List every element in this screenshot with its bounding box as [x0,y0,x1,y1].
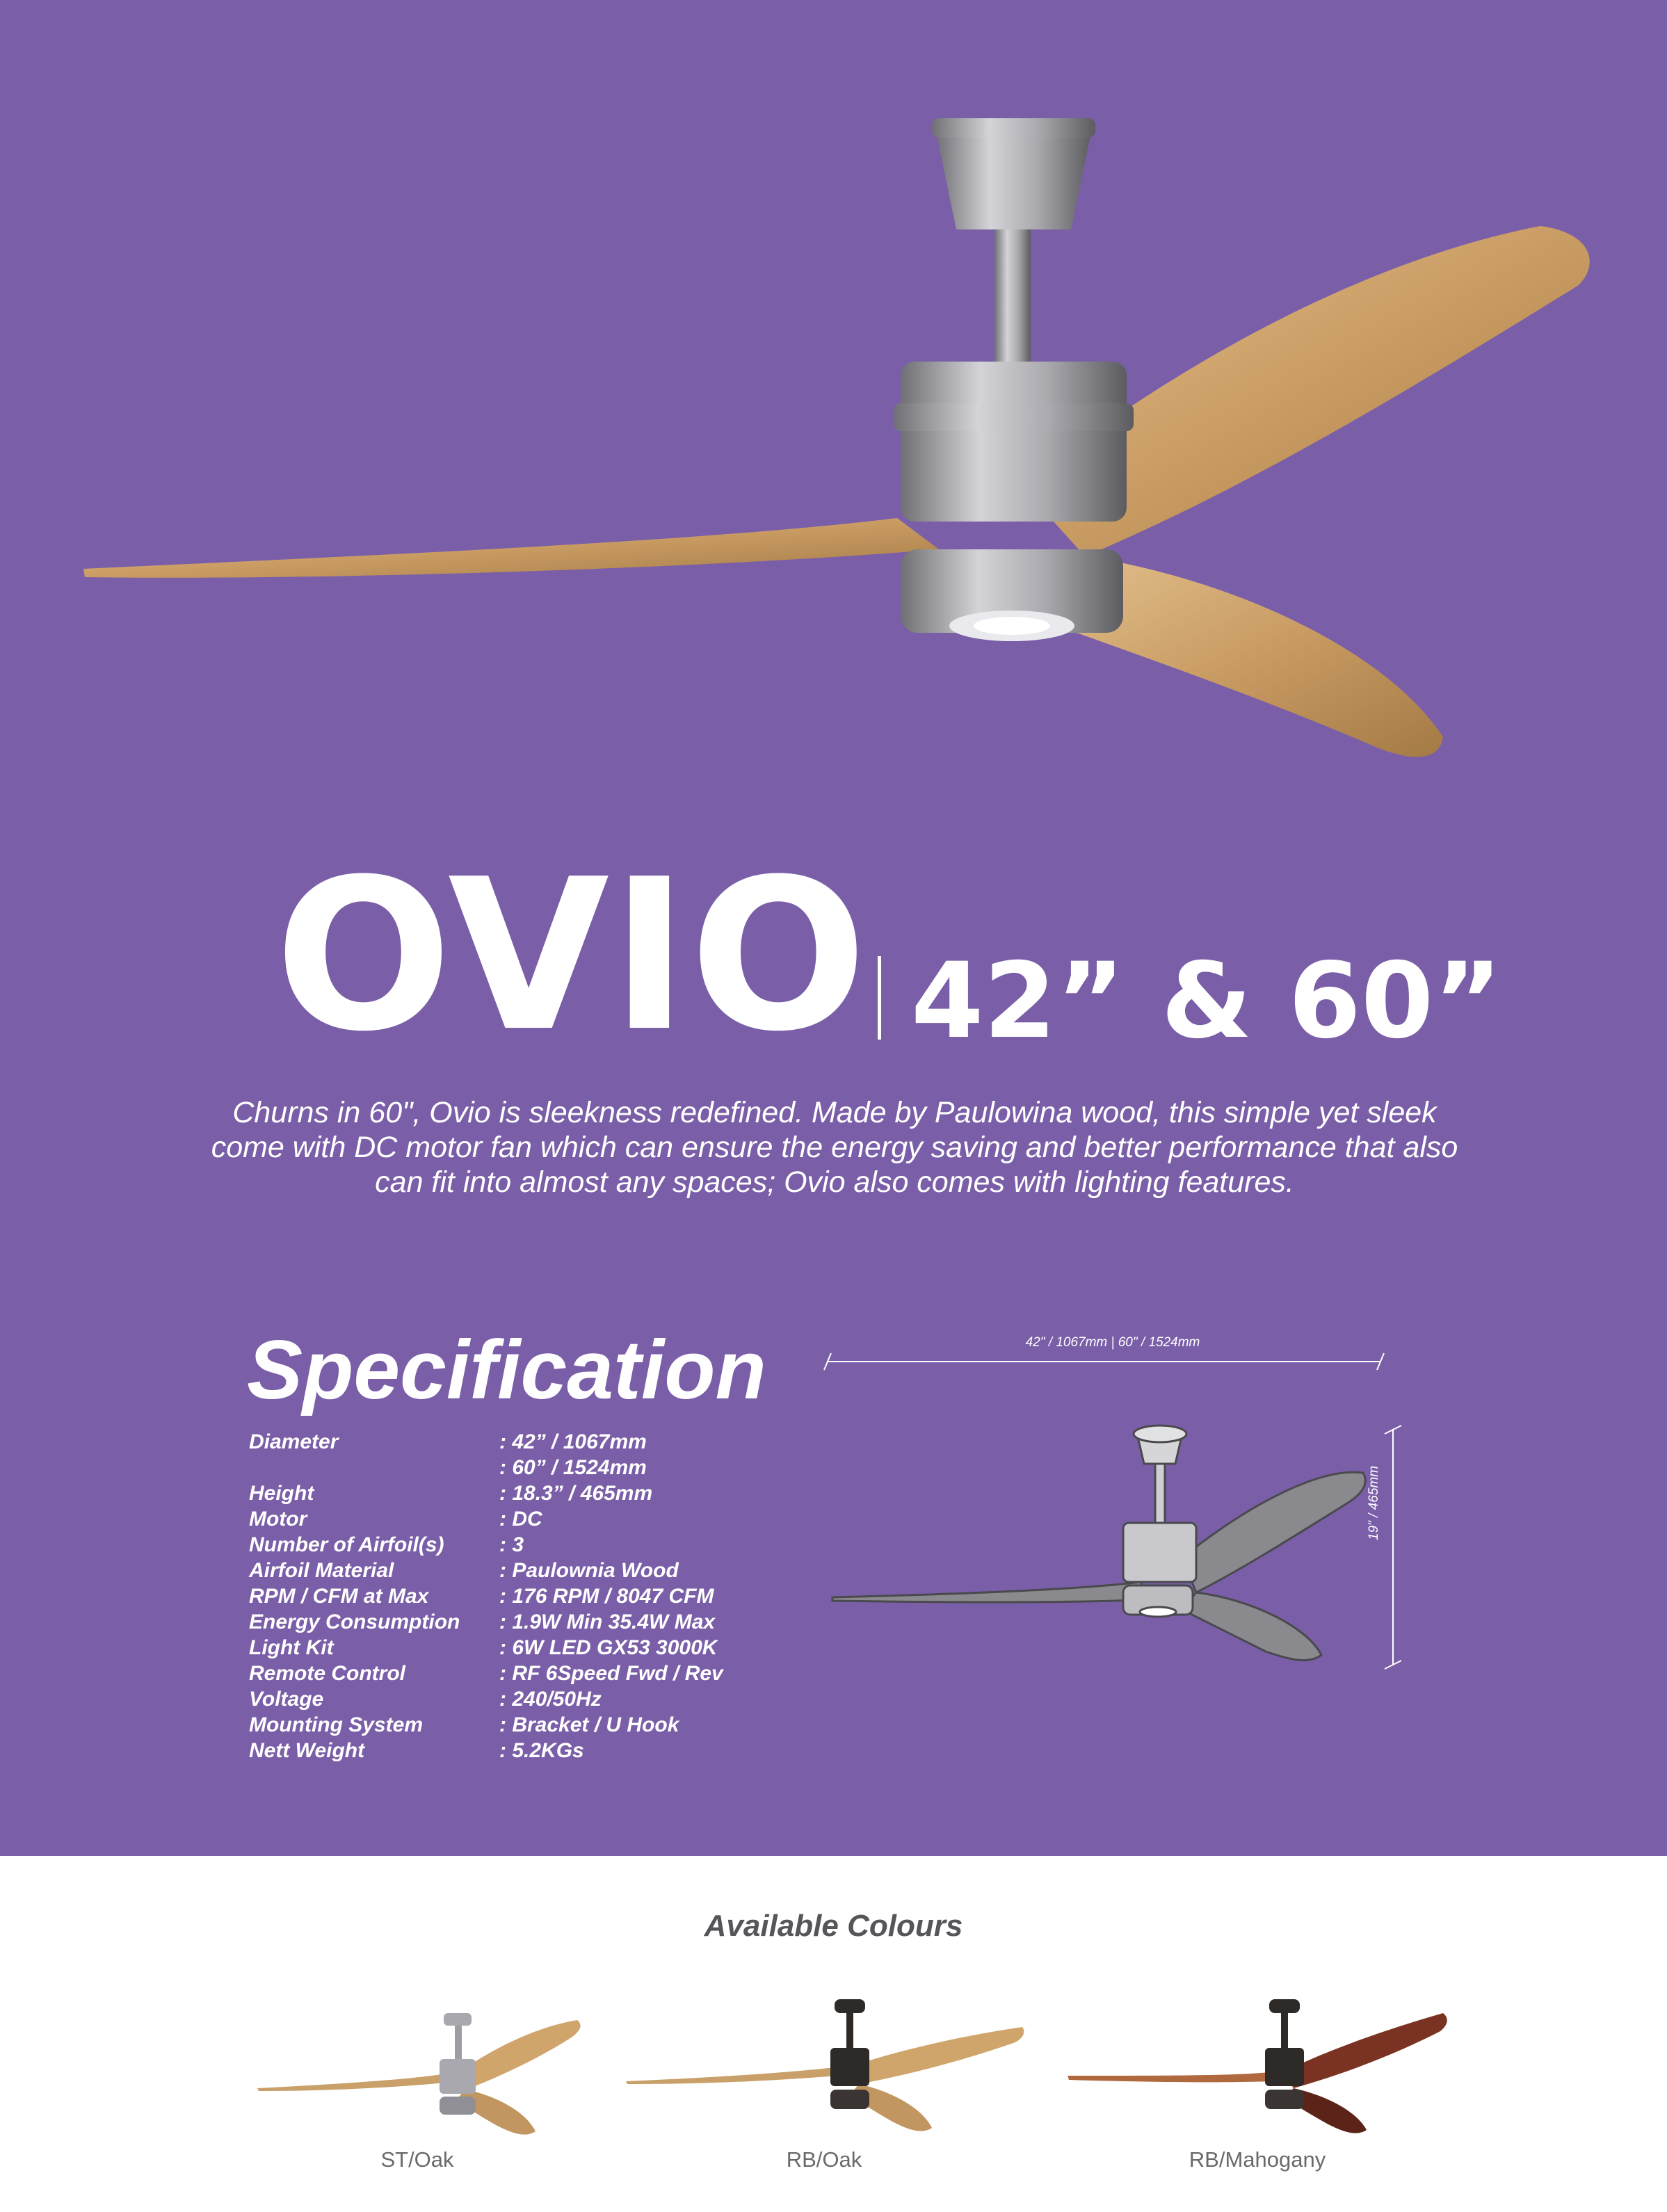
spec-label: Remote Control [249,1662,405,1685]
colour-label-rb-oak: RB/Oak [786,2147,862,2172]
spec-value: : 60” / 1524mm [499,1456,647,1479]
spec-value: : 3 [499,1533,524,1556]
spec-value: : Bracket / U Hook [499,1713,679,1736]
diagram-height-label: 19" / 465mm [1367,1465,1381,1540]
fan-diagram-drawing [832,1426,1365,1661]
spec-value: : DC [499,1508,542,1531]
spec-label: Mounting System [249,1713,424,1736]
spec-label: Light Kit [249,1636,334,1659]
spec-label: RPM / CFM at Max [249,1585,429,1608]
spec-value: : 1.9W Min 35.4W Max [499,1610,716,1633]
spec-label: Number of Airfoil(s) [249,1533,444,1556]
spec-value: : 240/50Hz [499,1688,602,1711]
spec-label: Motor [249,1508,307,1531]
product-description: Churns in 60", Ovio is sleekness redefined. Made by Paulowina wood, this simple yet sleek come with DC motor fan which can ensure the energy saving and better performance that also can fit into almost any spaces; Ovio also comes with lighting features. [211,1096,1458,1199]
spec-value: : 42” / 1067mm [499,1430,647,1453]
spec-value: : 6W LED GX53 3000K [499,1636,718,1659]
diagram-width-label: 42" / 1067mm | 60" / 1524mm [1025,1335,1200,1350]
spec-label: Diameter [249,1430,339,1453]
colour-label-st-oak: ST/Oak [380,2147,454,2172]
available-colours-title: Available Colours [704,1909,963,1943]
size-title: 42” & 60” [911,941,1502,1062]
spec-label: Height [249,1482,314,1505]
rustic-bronze-oak-fan-icon [626,1978,1029,2145]
brand-title: OVIO [275,834,869,1077]
satin-oak-fan-icon [257,1992,591,2145]
spec-value: : RF 6Speed Fwd / Rev [499,1662,723,1685]
spec-label: Energy Consumption [249,1610,460,1633]
rustic-bronze-mahogany-fan-icon [1068,1978,1457,2145]
spec-label: Voltage [249,1688,324,1711]
spec-label: Nett Weight [249,1739,365,1762]
spec-label: Airfoil Material [249,1559,394,1582]
spec-value: : Paulownia Wood [499,1559,679,1582]
spec-value: : 5.2KGs [499,1739,584,1762]
spec-value: : 18.3” / 465mm [499,1482,653,1505]
specification-heading: Specification [247,1323,766,1416]
height-dimension-line [1385,1426,1401,1669]
width-dimension-line [824,1353,1384,1370]
colour-label-rb-mahogany: RB/Mahogany [1189,2147,1326,2172]
spec-value: : 176 RPM / 8047 CFM [499,1585,714,1608]
